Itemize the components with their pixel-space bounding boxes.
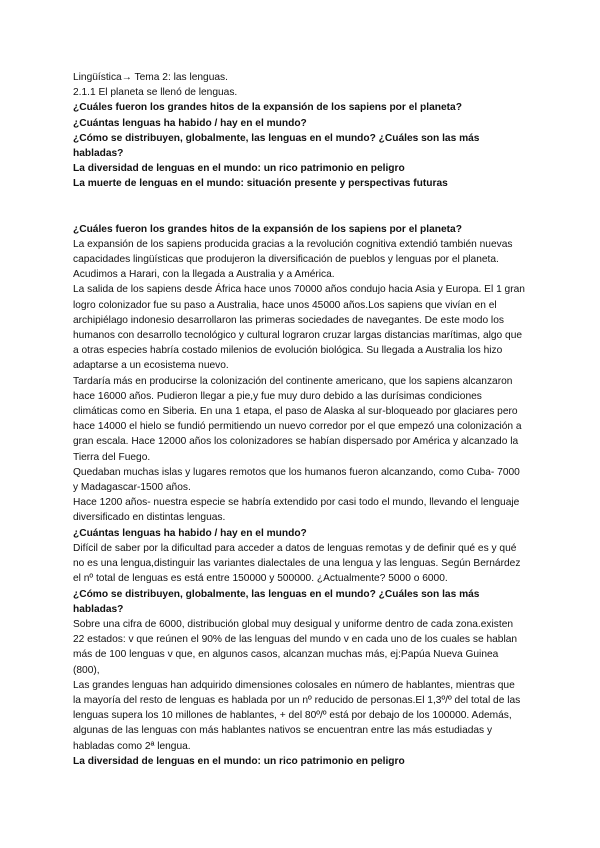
paragraph: Quedaban muchas islas y lugares remotos que los humanos fueron alcanzando, como Cuba- 7000 y Madagascar-1500 años. bbox=[73, 466, 520, 494]
toc-item: ¿Cómo se distribuyen, globalmente, las lenguas en el mundo? ¿Cuáles son las más habladas? bbox=[73, 132, 480, 160]
section-heading: ¿Cuáles fueron los grandes hitos de la expansión de los sapiens por el planeta? bbox=[73, 223, 462, 235]
section-expansion bbox=[73, 222, 525, 526]
spacer bbox=[73, 192, 525, 222]
paragraph: Sobre una cifra de 6000, distribución global muy desigual y uniforme dentro de cada zona.existen 22 estados: v que reúnen el 90% de las lenguas del mundo v en cada uno de los cuales se hablan más de 100 lenguas v que, en algunos casos, alcanzan muchas más, ej:Papúa Nueva Guinea (800), bbox=[73, 618, 518, 676]
section-heading: ¿Cómo se distribuyen, globalmente, las lenguas en el mundo? ¿Cuáles son las más habladas? bbox=[73, 588, 480, 615]
paragraph: Difícil de saber por la dificultad para acceder a datos de lenguas remotas y de definir qué es y qué no es una lengua,distinguir las variantes dialectales de una lengua y las lenguas. Según Bernárdez el nº total de lenguas es está entre 150000 y 500000. ¿Actualmente? 5000 o 6000. bbox=[73, 542, 521, 585]
toc-item: ¿Cuántas lenguas ha habido / hay en el mundo? bbox=[73, 117, 307, 129]
paragraph: La expansión de los sapiens producida gracias a la revolución cognitiva extendió también nuevas capacidades lingüísticas que produjeron la diversificación de pueblos y lenguas por el planeta. Acudimos a Harari, con la llegada a Australia y a América. bbox=[73, 238, 513, 281]
paragraph: Tardaría más en producirse la colonización del continente americano, que los sapiens alcanzaron hace 16000 años. Pudieron llegar a pie,y fue muy duro debido a las durísimas condiciones climáticas como en Siberia. En una 1 etapa, el paso de Alaska al sur-bloqueado por glaciares pero hace 14000 el hielo se fundió permitiendo un nuevo corredor por el que empezó una colonización a gran escala. Hace 12000 años los colonizadores se habían dispersado por América y alcanzado la Tierra del Fuego. bbox=[73, 375, 522, 463]
section-count bbox=[73, 526, 525, 587]
toc-item: La muerte de lenguas en el mundo: situación presente y perspectivas futuras bbox=[73, 178, 448, 190]
paragraph: Las grandes lenguas han adquirido dimensiones colosales en número de hablantes, mientras que la mayoría del resto de lenguas es hablada por un nº reducido de personas.El 1,3º/º del total de las lenguas supera los 10 millones de hablantes, + del 80º/º está por debajo de los 100000. Además, algunas de las lenguas con más hablantes nativos se encuentran entre las más estudiadas y habladas como 2ª lengua. bbox=[73, 679, 521, 752]
table-of-contents bbox=[73, 100, 525, 191]
breadcrumb: Lingüística→ Tema 2: las lenguas. bbox=[73, 72, 228, 83]
paragraph: La salida de los sapiens desde África hace unos 70000 años condujo hacia Asia y Europa. El 1 gran logro colonizador fue su paso a Australia, hace unos 45000 años.Los sapiens que vivían en el archipiélago indonesio desarrollaron las primeras sociedades de navegantes. De este modo los humanos con desarrollo tecnológico y cultural lograron cruzar largas distancias marítimas, algo que a otras especies habría costado milenios de evolución biológica. Su llegada a Australia los hizo adaptarse a un ecosistema nuevo. bbox=[73, 284, 525, 372]
section-diversity bbox=[73, 754, 525, 769]
section-title: 2.1.1 El planeta se llenó de lenguas. bbox=[73, 87, 238, 99]
section-heading: ¿Cuántas lenguas ha habido / hay en el mundo? bbox=[73, 527, 307, 539]
paragraph: Hace 1200 años- nuestra especie se habría extendido por casi todo el mundo, llevando el lenguaje diversificado en distintas lenguas. bbox=[73, 497, 520, 524]
toc-item: La diversidad de lenguas en el mundo: un rico patrimonio en peligro bbox=[73, 163, 405, 175]
section-distribution bbox=[73, 587, 525, 754]
toc-item: ¿Cuáles fueron los grandes hitos de la expansión de los sapiens por el planeta? bbox=[73, 102, 462, 114]
document-body bbox=[73, 70, 525, 769]
section-heading: La diversidad de lenguas en el mundo: un rico patrimonio en peligro bbox=[73, 755, 405, 767]
